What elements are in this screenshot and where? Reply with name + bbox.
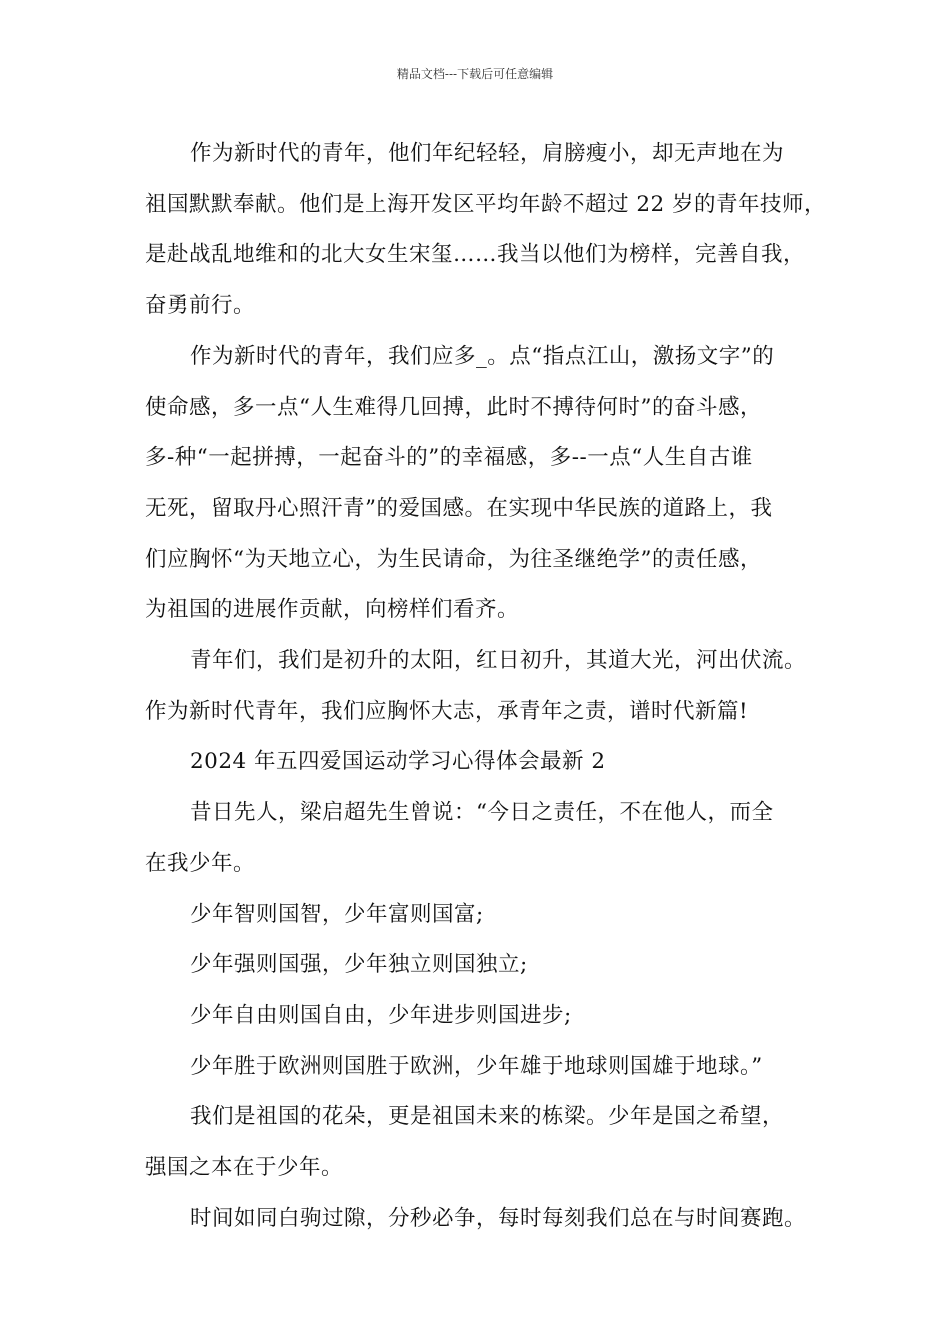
text-line: 昔日先人，梁启超先生曾说：“今日之责任，不在他人，而全 [190, 800, 774, 826]
paragraph [145, 788, 825, 889]
text-line: 奋勇前行。 [145, 293, 256, 319]
paragraph [145, 1194, 825, 1245]
document-body [145, 129, 825, 1244]
paragraph [145, 129, 825, 332]
text-line: 作为新时代的青年，我们应多_。点“指点江山，激扬文字”的 [190, 343, 775, 369]
page-header: 精品文档---下载后可任意编辑 [396, 67, 554, 81]
text-line: 多-种“一起拼搏，一起奋斗的”的幸福感，多--一点“人生自古谁 [145, 445, 753, 471]
text-line: 使命感，多一点“人生难得几回搏，此时不搏待何时”的奋斗感， [145, 394, 762, 420]
text-line: 少年胜于欧洲则国胜于欧洲，少年雄于地球则国雄于地球。” [190, 1053, 763, 1079]
text-line: 我们是祖国的花朵，更是祖国未来的栋梁。少年是国之希望， [190, 1104, 785, 1130]
text-line: 作为新时代的青年，他们年纪轻轻，肩膀瘦小，却无声地在为 [190, 141, 785, 166]
paragraph [145, 940, 825, 991]
text-line: 作为新时代青年，我们应胸怀大志，承青年之责，谱时代新篇! [145, 698, 749, 724]
text-line: 为祖国的进展作贡献，向榜样们看齐。 [145, 597, 520, 623]
paragraph [145, 991, 825, 1042]
text-line: 2024 年五四爱国运动学习心得体会最新 2 [190, 749, 606, 775]
text-line: 是赴战乱地维和的北大女生宋玺……我当以他们为榜样，完善自我， [145, 242, 806, 268]
text-line: 少年强则国强，少年独立则国独立; [190, 952, 528, 978]
paragraph [145, 1042, 825, 1093]
text-line: 祖国默默奉献。他们是上海开发区平均年龄不超过 22 岁的青年技师， [145, 191, 827, 217]
text-line: 时间如同白驹过隙，分秒必争，每时每刻我们总在与时间赛跑。 [190, 1205, 807, 1231]
paragraph [145, 890, 825, 941]
paragraph [145, 1092, 825, 1193]
text-line: 少年自由则国自由，少年进步则国进步; [190, 1002, 572, 1028]
text-line: 在我少年。 [145, 850, 256, 876]
paragraph [145, 332, 825, 636]
text-line: 少年智则国智，少年富则国富; [190, 901, 484, 927]
text-line: 无死，留取丹心照汗青”的爱国感。在实现中华民族的道路上，我 [145, 495, 773, 521]
text-line: 青年们，我们是初升的太阳，红日初升，其道大光，河出伏流。 [190, 648, 807, 674]
text-line: 强国之本在于少年。 [145, 1155, 344, 1181]
text-line: 们应胸怀“为天地立心，为生民请命，为往圣继绝学”的责任感， [145, 546, 762, 572]
section-heading [145, 737, 825, 788]
paragraph [145, 636, 825, 737]
